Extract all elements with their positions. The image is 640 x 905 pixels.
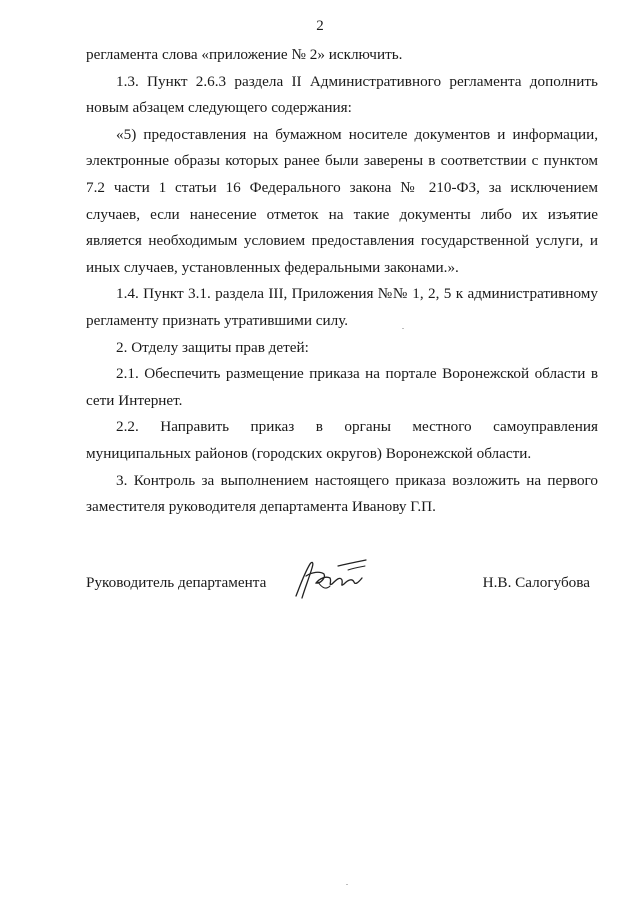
paragraph-quote-5: «5) предоставления на бумажном носителе документов и информации, электронные образы которых ранее были заверены в соответствии с пунктом 7.2 части 1 статьи 16 Федерального закона № 210-ФЗ, за исключением случаев, если нанесение отметок на такие документы либо их изъятие является необходимым условием предоставления государственной услуги, и иных случаев, установленных федеральными законами.».: [86, 125, 598, 276]
paragraph-1-3: 1.3. Пункт 2.6.3 раздела II Административного регламента дополнить новым абзацем следующего содержания:: [86, 72, 598, 117]
paragraph-2: 2. Отделу защиты прав детей:: [116, 338, 309, 356]
paragraph-continuation: регламента слова «приложение № 2» исключить.: [86, 46, 403, 63]
page-number: 2: [316, 18, 324, 34]
signatory-name: Н.В. Салогубова: [482, 574, 590, 591]
document-body: [86, 42, 598, 521]
scan-speck: [402, 328, 404, 329]
scan-speck: [346, 884, 348, 885]
handwritten-signature: [290, 556, 370, 604]
paragraph-3: 3. Контроль за выполнением настоящего приказа возложить на первого заместителя руководителя департамента Иванову Г.П.: [86, 471, 598, 516]
paragraph-2-2: 2.2. Направить приказ в органы местного самоуправления муниципальных районов (городских округов) Воронежской области.: [86, 418, 598, 462]
paragraph-1-4: 1.4. Пункт 3.1. раздела III, Приложения №№ 1, 2, 5 к административному регламенту признать утратившими силу.: [86, 285, 598, 329]
signature-block: [86, 564, 598, 604]
signatory-position: Руководитель департамента: [86, 574, 267, 591]
paragraph-2-1: 2.1. Обеспечить размещение приказа на портале Воронежской области в сети Интернет.: [86, 365, 598, 409]
